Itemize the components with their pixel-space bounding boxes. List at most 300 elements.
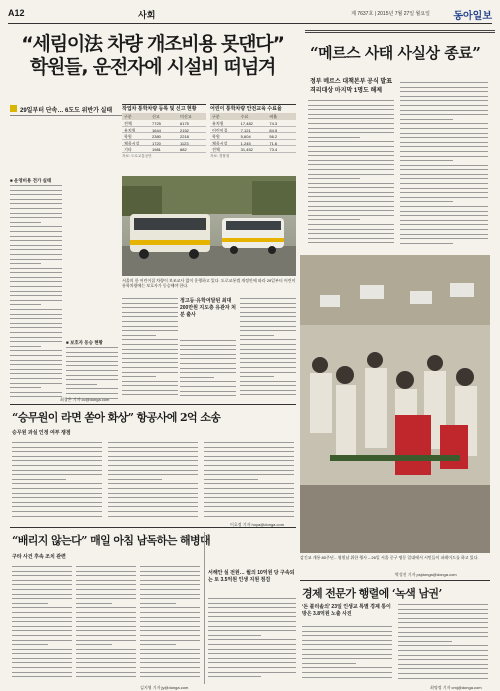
text-line xyxy=(398,632,488,633)
text-line xyxy=(204,451,294,452)
text-line xyxy=(180,349,236,350)
text-line xyxy=(208,662,296,663)
text-line xyxy=(12,483,102,484)
text-line xyxy=(400,119,453,120)
text-line xyxy=(140,676,200,677)
text-line xyxy=(398,645,488,646)
text-line xyxy=(108,460,198,461)
text-line xyxy=(122,298,178,299)
text-line xyxy=(240,367,296,368)
text-line xyxy=(400,123,488,124)
text-line xyxy=(10,263,41,264)
table-title: 작업차 통학차량 등록 및 신고 현황 xyxy=(122,106,197,112)
text-line xyxy=(140,649,200,650)
text-line xyxy=(10,222,41,223)
text-line xyxy=(240,330,296,331)
text-line xyxy=(12,649,72,650)
text-line xyxy=(12,598,72,599)
text-line xyxy=(76,630,136,631)
text-line xyxy=(240,372,296,373)
right-subhead-line-1: 정부 메르스 대책본부 공식 발표 xyxy=(310,79,393,85)
text-line xyxy=(240,349,296,350)
text-line xyxy=(12,662,72,663)
text-line xyxy=(76,603,112,604)
text-line xyxy=(10,304,41,305)
main-story-column-5 xyxy=(240,298,296,402)
text-line xyxy=(10,208,62,209)
text-line xyxy=(398,650,488,651)
text-line xyxy=(240,316,296,317)
text-line xyxy=(308,242,394,243)
text-line xyxy=(308,224,394,225)
text-line xyxy=(140,667,200,668)
text-line xyxy=(204,479,258,480)
text-line xyxy=(108,479,162,480)
right-subhead-line-2: 격리대상 마지막 1명도 해제 xyxy=(310,88,383,94)
text-line xyxy=(208,621,296,622)
text-line xyxy=(302,635,392,636)
main-story-column-4 xyxy=(180,340,236,402)
text-line xyxy=(400,234,488,235)
text-line xyxy=(10,259,62,260)
text-line xyxy=(140,640,200,641)
text-line xyxy=(302,654,392,655)
text-line xyxy=(140,653,200,654)
text-line xyxy=(240,307,296,308)
text-line xyxy=(108,506,198,507)
text-line xyxy=(308,215,394,216)
text-line xyxy=(140,644,176,645)
text-line xyxy=(66,393,118,394)
byline-marker-icon xyxy=(10,105,17,112)
text-line xyxy=(400,178,488,179)
right-story-column-1 xyxy=(308,100,394,248)
text-line xyxy=(66,365,118,366)
table-row: 전체 7725 6175 xyxy=(122,120,206,127)
text-line xyxy=(398,636,488,637)
text-line xyxy=(400,146,488,147)
text-line xyxy=(204,497,294,498)
text-line xyxy=(204,488,294,489)
table-note: 자료: 경찰청 xyxy=(210,153,230,158)
text-line xyxy=(140,621,200,622)
main-story-column-3 xyxy=(122,298,178,402)
text-line xyxy=(108,516,198,517)
text-line xyxy=(400,215,488,216)
table-row: 전체 31,452 73.4 xyxy=(210,146,296,153)
text-line xyxy=(208,616,296,617)
text-line xyxy=(308,210,394,211)
text-line xyxy=(308,146,394,147)
text-line xyxy=(398,618,488,619)
text-line xyxy=(10,396,62,397)
text-line xyxy=(308,100,394,101)
text-line xyxy=(66,370,118,371)
text-line xyxy=(10,194,62,195)
text-line xyxy=(208,603,296,604)
text-line xyxy=(12,672,72,673)
text-line xyxy=(398,655,488,656)
text-line xyxy=(12,474,102,475)
text-line xyxy=(302,667,392,668)
text-line xyxy=(308,118,394,119)
headline-line-1: “세림이法 차량 개조비용 못댄다” xyxy=(21,33,284,55)
text-line xyxy=(76,672,136,673)
text-line xyxy=(76,621,136,622)
text-line xyxy=(204,442,294,443)
text-line xyxy=(398,622,488,623)
table-note: 자료: 도로교통공단 xyxy=(122,153,152,158)
text-line xyxy=(308,151,394,152)
text-line xyxy=(180,395,236,396)
text-line xyxy=(12,488,102,489)
story-2-column-2 xyxy=(76,566,136,684)
text-line xyxy=(140,566,200,567)
stats-table-2 xyxy=(210,104,296,172)
text-line xyxy=(308,206,394,207)
text-line xyxy=(122,321,178,322)
text-line xyxy=(140,594,200,595)
text-line xyxy=(308,201,394,202)
text-line xyxy=(308,196,394,197)
text-line xyxy=(204,447,294,448)
text-line xyxy=(108,447,198,448)
text-line xyxy=(302,631,392,632)
text-line xyxy=(108,488,198,489)
text-line xyxy=(66,375,118,376)
text-line xyxy=(10,314,62,315)
table-row: 학원 2380 2218 xyxy=(122,133,206,140)
text-line xyxy=(10,231,62,232)
story-headline-1: “승무원이 라면 쏟아 화상” 항공사에 2억 소송 xyxy=(12,411,221,424)
text-line xyxy=(12,603,48,604)
text-line xyxy=(12,511,102,512)
text-line xyxy=(10,268,62,269)
text-line xyxy=(122,390,178,391)
text-line xyxy=(308,233,394,234)
text-line xyxy=(12,644,48,645)
text-line xyxy=(180,345,236,346)
text-line xyxy=(240,344,296,345)
text-line xyxy=(302,626,392,627)
text-line xyxy=(400,160,453,161)
text-line xyxy=(12,658,72,659)
text-line xyxy=(208,653,296,654)
text-line xyxy=(10,337,62,338)
text-line xyxy=(12,589,72,590)
text-line xyxy=(308,229,394,230)
text-line xyxy=(240,385,296,386)
text-line xyxy=(308,155,394,156)
text-line xyxy=(122,312,178,313)
text-line xyxy=(108,456,198,457)
text-line xyxy=(12,653,72,654)
text-line xyxy=(240,362,296,363)
text-line xyxy=(180,391,236,392)
story-subhead-2: 구타 사건 후속 조치 관련 xyxy=(12,554,66,560)
text-line xyxy=(122,358,178,359)
text-line xyxy=(400,82,488,83)
parade-caption: 감긴교 개통 80주년…영원남 위한 행사 – 26일 서울 중구 명동 일대에서 시민들이 퍼레이드를 하고 있다. xyxy=(300,555,479,560)
text-line xyxy=(10,291,62,292)
stats-table-1 xyxy=(122,104,206,172)
text-line xyxy=(180,377,214,378)
text-line xyxy=(180,363,236,364)
section-label: 사회 xyxy=(138,10,156,20)
text-line xyxy=(76,580,136,581)
text-line xyxy=(204,456,294,457)
text-line xyxy=(12,617,72,618)
text-line xyxy=(10,249,62,250)
text-line xyxy=(398,678,488,679)
text-line xyxy=(66,388,118,389)
text-line xyxy=(12,584,72,585)
text-line xyxy=(204,511,294,512)
text-line xyxy=(76,640,136,641)
text-line xyxy=(400,238,488,239)
text-line xyxy=(400,100,488,101)
text-line xyxy=(208,598,296,599)
text-line xyxy=(76,644,112,645)
text-line xyxy=(10,254,62,255)
text-line xyxy=(10,185,62,186)
text-line xyxy=(10,236,62,237)
text-line xyxy=(308,132,394,133)
text-line xyxy=(398,604,488,605)
text-line xyxy=(12,460,102,461)
text-line xyxy=(400,105,488,106)
text-line xyxy=(308,219,360,220)
text-line xyxy=(308,178,360,179)
text-line xyxy=(76,662,136,663)
bus-photo xyxy=(122,176,296,276)
text-line xyxy=(208,626,296,627)
text-line xyxy=(400,243,453,244)
text-line xyxy=(400,128,488,129)
text-line xyxy=(308,169,394,170)
text-line xyxy=(208,658,296,659)
text-line xyxy=(140,584,200,585)
page-number: A12 xyxy=(8,8,25,18)
text-line xyxy=(180,340,236,341)
text-line xyxy=(12,580,72,581)
photo-caption: 서울의 한 어린이집 차량이 보조교사 없이 운행하고 있다. 도로교통법 개정안에 따라 29일부터 어린이 통학차량에는 보호자가 동승해야 한다. xyxy=(122,278,296,288)
reporter-sig: 최명정 기자 cmj@donga.com xyxy=(430,685,482,690)
text-line xyxy=(66,356,118,357)
text-line xyxy=(240,376,274,377)
text-line xyxy=(10,369,62,370)
text-line xyxy=(208,644,296,645)
text-line xyxy=(108,511,198,512)
text-line xyxy=(12,626,72,627)
text-line xyxy=(10,286,62,287)
text-line xyxy=(122,362,178,363)
reporter-sig: 김지영 기자 jy@donga.com xyxy=(140,685,189,690)
text-line xyxy=(398,609,488,610)
mid-subhead: 정고등·유학여달된 최대 200만원 지도층 유관자 처분 출사 xyxy=(180,298,236,318)
text-line xyxy=(122,307,178,308)
text-line xyxy=(308,105,394,106)
text-line xyxy=(10,332,62,333)
text-line xyxy=(400,192,488,193)
text-line xyxy=(308,187,394,188)
text-line xyxy=(140,580,200,581)
text-line xyxy=(76,612,136,613)
text-line xyxy=(12,640,72,641)
text-line xyxy=(240,312,296,313)
story-subhead-1: 승무원 과실 인정 여부 쟁점 xyxy=(12,430,71,436)
text-line xyxy=(400,183,488,184)
text-line xyxy=(10,213,62,214)
text-line xyxy=(10,346,41,347)
table-title: 어린이 통학차량 안전교육 수료율 xyxy=(210,106,282,112)
text-line xyxy=(204,502,294,503)
text-line xyxy=(108,474,198,475)
table-row: 체육시설 1720 1123 xyxy=(122,140,206,147)
text-line xyxy=(108,442,198,443)
reporter-sig: 최창은 기자 cc@donga.com xyxy=(60,397,110,402)
table-row: 유치원 1644 2152 xyxy=(122,127,206,134)
text-line xyxy=(400,96,488,97)
text-line xyxy=(10,245,62,246)
text-line xyxy=(108,493,198,494)
text-line xyxy=(208,635,261,636)
text-line xyxy=(12,575,72,576)
text-line xyxy=(108,465,198,466)
text-line xyxy=(400,156,488,157)
text-line xyxy=(180,354,236,355)
text-line xyxy=(12,497,102,498)
text-line xyxy=(302,677,392,678)
text-line xyxy=(400,201,453,202)
text-line xyxy=(302,644,392,645)
text-line xyxy=(122,394,178,395)
text-line xyxy=(10,309,62,310)
text-line xyxy=(240,390,296,391)
text-line xyxy=(122,316,178,317)
text-line xyxy=(400,133,488,134)
text-line xyxy=(208,672,296,673)
text-line xyxy=(122,367,178,368)
text-line xyxy=(12,635,72,636)
text-line xyxy=(308,174,394,175)
text-line xyxy=(140,612,200,613)
text-line xyxy=(308,183,394,184)
right-headline: “메르스 사태 사실상 종료” xyxy=(310,44,481,62)
text-line xyxy=(76,607,136,608)
text-line xyxy=(308,160,394,161)
text-line xyxy=(66,379,118,380)
text-line xyxy=(12,607,72,608)
text-line xyxy=(12,479,66,480)
main-story-column-2 xyxy=(66,120,118,400)
text-line xyxy=(398,641,452,642)
text-line xyxy=(10,392,62,393)
table-row: 체육시설 1,245 71.6 xyxy=(210,140,296,147)
text-line xyxy=(302,658,392,659)
text-line xyxy=(76,617,136,618)
text-line xyxy=(140,617,200,618)
text-line xyxy=(12,594,72,595)
text-line xyxy=(10,341,62,342)
text-line xyxy=(398,664,488,665)
text-line xyxy=(12,516,102,517)
text-line xyxy=(12,566,72,567)
text-line xyxy=(12,667,72,668)
divider xyxy=(10,404,296,405)
text-line xyxy=(240,339,296,340)
text-line xyxy=(400,197,488,198)
text-line xyxy=(10,327,62,328)
text-line xyxy=(76,571,136,572)
text-line xyxy=(108,497,198,498)
text-line xyxy=(10,360,62,361)
text-line xyxy=(108,470,198,471)
text-line xyxy=(10,355,62,356)
text-line xyxy=(240,321,296,322)
text-line xyxy=(76,626,136,627)
story-byline xyxy=(10,104,125,116)
text-line xyxy=(240,394,296,395)
text-line xyxy=(108,502,198,503)
text-line xyxy=(76,589,136,590)
text-line xyxy=(140,607,200,608)
table-row: 학원 5,604 56.2 xyxy=(210,133,296,140)
text-line xyxy=(400,114,488,115)
text-line xyxy=(240,358,296,359)
text-line xyxy=(302,640,392,641)
text-line xyxy=(180,372,236,373)
text-line xyxy=(204,470,294,471)
text-line xyxy=(308,164,394,165)
story-headline-2: “배리지 않는다” 매일 아침 남독하는 해병대 xyxy=(12,534,211,547)
text-line xyxy=(10,323,62,324)
text-line xyxy=(240,381,296,382)
text-line xyxy=(308,192,394,193)
story-1-column-1 xyxy=(12,442,102,522)
text-line xyxy=(308,238,394,239)
text-line xyxy=(108,483,198,484)
table-row: 기타 1981 682 xyxy=(122,146,206,153)
text-line xyxy=(140,603,176,604)
text-line xyxy=(10,217,62,218)
story-2-column-3 xyxy=(140,566,200,684)
text-line xyxy=(140,658,200,659)
text-line xyxy=(122,303,178,304)
text-line xyxy=(12,676,72,677)
text-line xyxy=(76,575,136,576)
text-line xyxy=(140,662,200,663)
headline-line-2: 학원들, 운전자에 시설비 떠넘겨 xyxy=(29,56,276,78)
text-line xyxy=(122,372,178,373)
text-line xyxy=(10,387,41,388)
table-row: 유치원 17,482 74.3 xyxy=(210,120,296,127)
text-line xyxy=(302,672,392,673)
text-line xyxy=(400,206,488,207)
text-line xyxy=(180,386,236,387)
text-line xyxy=(12,612,72,613)
text-line xyxy=(12,465,102,466)
text-line xyxy=(12,502,102,503)
bottom-right-subhead: ‘돈 불리솔의’ 23일 인생교 특별 경제 통이방은 3.8억원 노출 사진 xyxy=(302,604,391,617)
text-line xyxy=(400,110,488,111)
text-line xyxy=(122,353,178,354)
text-line xyxy=(204,460,294,461)
issue-info: 제 7637호 | 2015년 7월 27일 월요일 xyxy=(351,11,430,17)
byline-text: 29일부터 단속… 6도도 위반가 실태 xyxy=(20,108,113,114)
text-line xyxy=(12,621,72,622)
text-line xyxy=(108,451,198,452)
